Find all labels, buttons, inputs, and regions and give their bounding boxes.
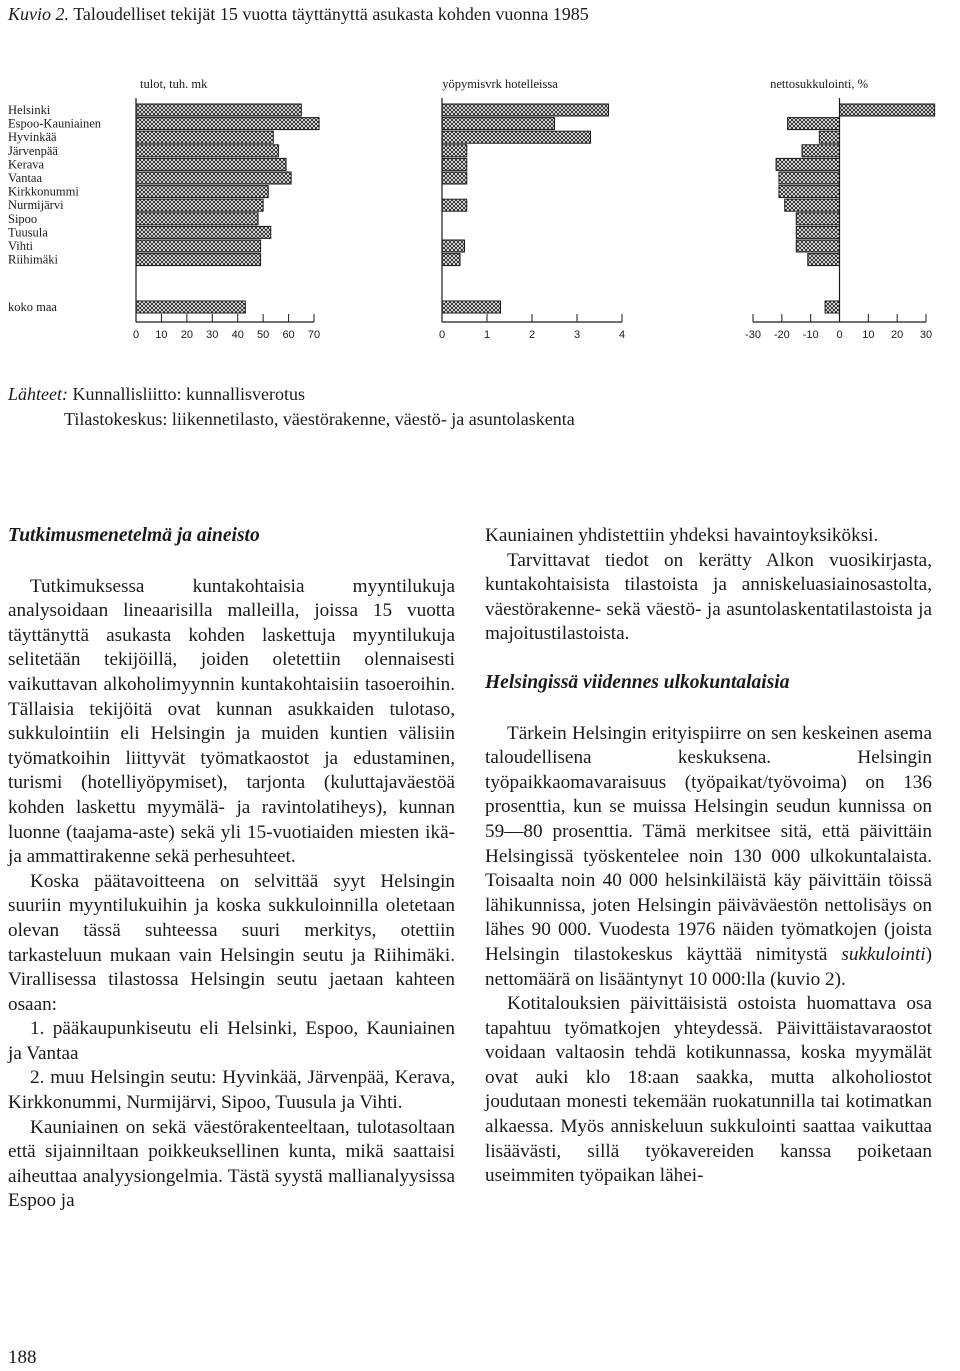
paragraph: Koska päätavoitteena on selvittää syyt Helsingin suuriin myyntilukuihin ja koska sukkuloinnilla oletetaan olevan tässä suhteessa suuri merkitys, otettiin tarkasteluun mukaan vain Helsingin seutu ja Riihimäki. Virallisessa tilastossa Helsingin seutu jaetaan kahteen osaan: [8, 870, 455, 1015]
row-label-total: koko maa [8, 300, 57, 314]
row-label: Vihti [8, 239, 33, 253]
bar [136, 172, 291, 184]
panel-title: yöpymisvrk hotelleissa [442, 77, 558, 91]
bar [779, 172, 840, 184]
bar [136, 104, 301, 116]
caption-text: Taloudelliset tekijät 15 vuotta täyttänyttä asukasta kohden vuonna 1985 [73, 4, 589, 24]
tick-label: -30 [745, 329, 761, 341]
tick-label: 30 [206, 329, 219, 341]
paragraph: Tutkimuksessa kuntakohtaisia myyntilukuja analysoidaan lineaarisilla malleilla, joissa 15 vuotta täyttänyttä asukasta kohden laskettuja myyntilukuja selitetään tekijöillä, joiden oletettiin olennaisesti vaikuttavan alkoholimyynnin kuntakohtaisiin tasoeroihin. Tällaisia tekijöitä ovat kunnan asukkaiden tulotaso, sukkulointiin eli Helsingin ja muiden kuntien välisiin työmatkoihin liittyvät työmatkaostot ja edustaminen, turismi (hotelliyöpymiset), tarjonta (kuluttajaväestöä kohden laskettu myymälä- ja ravintolatiheys), kunnan luonne (taajama-aste) sekä yli 15-vuotiaiden miesten ikä- ja ammattirakenne sekä perhesuhteet. [8, 575, 455, 868]
tick-label: -20 [773, 329, 790, 341]
row-label: Kirkkonummi [8, 184, 79, 199]
row-label: Helsinki [8, 103, 51, 117]
bar [136, 145, 278, 157]
row-label: Vantaa [8, 171, 43, 185]
paragraph: Kauniainen on sekä väestörakenteeltaan, tulotasoltaan että sijainniltaan poikkeuksellinen kunta, mikä saattaisi aiheuttaa analyysiongelmia. Tästä syystä mallianalyysissa Espoo ja [8, 1116, 455, 1212]
tick-label: 50 [257, 329, 270, 341]
bar [136, 118, 319, 130]
tick-label: 40 [231, 329, 244, 341]
bar-total [825, 301, 839, 313]
bar [442, 240, 465, 252]
row-label: Riihimäki [8, 252, 58, 267]
tick-label: 20 [891, 329, 904, 341]
bar [808, 254, 840, 266]
bar [442, 145, 467, 157]
bar [442, 104, 609, 116]
bar [840, 104, 935, 116]
section-heading-method: Tutkimusmenetelmä ja aineisto [8, 525, 260, 546]
panel-title: nettosukkulointi, % [770, 77, 868, 91]
sources-label: Lähteet: [8, 384, 68, 404]
tick-label: 0 [132, 329, 140, 341]
paragraph [485, 722, 932, 993]
paragraph: Kauniainen yhdistettiin yhdeksi havaintoyksiköksi. [485, 525, 879, 546]
sources [8, 382, 575, 432]
bar [136, 213, 258, 225]
row-label: Järvenpää [8, 143, 58, 158]
figure-caption [8, 4, 589, 25]
bar [136, 186, 268, 198]
panel-title: tulot, tuh. mk [140, 77, 208, 91]
bar-total [136, 301, 245, 313]
bar [779, 186, 840, 198]
bar [796, 213, 839, 225]
list-item: 2. muu Helsingin seutu: Hyvinkää, Järvenpää, Kerava, Kirkkonummi, Nurmijärvi, Sipoo, Tuusula ja Vihti. [8, 1067, 455, 1114]
bar [136, 131, 273, 143]
tick-label: 2 [528, 329, 536, 341]
bar [442, 158, 467, 170]
bar [442, 118, 555, 130]
bar [819, 131, 839, 143]
sources-line-2: Tilastokeskus: liikennetilasto, väestörakenne, väestö- ja asuntolaskenta [64, 409, 575, 429]
bar [796, 226, 839, 238]
row-label: Espoo-Kauniainen [8, 116, 102, 131]
bar [442, 131, 591, 143]
left-column [8, 524, 455, 1214]
tick-label: 0 [836, 329, 843, 341]
bar [785, 199, 840, 211]
right-column [485, 524, 932, 1189]
bar-total [442, 301, 501, 313]
tick-label: 0 [438, 329, 446, 341]
bar [442, 254, 460, 266]
tick-label: 10 [862, 329, 875, 341]
row-label: Sipoo [8, 211, 38, 226]
paragraph: Tarvittavat tiedot on kerätty Alkon vuosikirjasta, kuntakohtaisista tilastoista ja anniskeluasiainosastolta, väestörakenne- sekä väestö- ja asuntolaskentatilastoista ja majoitustilastoista. [485, 549, 932, 645]
paragraph-part: ) nettomäärä on lisääntynyt 10 000:lla (kuvio 2). [485, 943, 932, 990]
tick-label: 30 [919, 329, 933, 341]
bar [136, 226, 271, 238]
term-sukkulointi: sukkulointi [841, 943, 926, 965]
bar [136, 240, 261, 252]
list-item: 1. pääkaupunkiseutu eli Helsinki, Espoo, Kauniainen ja Vantaa [8, 1018, 455, 1064]
row-label: Tuusula [8, 225, 48, 240]
paragraph-part: Tärkein Helsingin erityispiirre on sen keskeinen asema taloudellisena keskuksena. Helsingin työpaikkaomavaraisuus (työpaikat/työvoima) on 136 prosenttia, kun se muissa Helsingin seudun kunnissa on 59—80 prosenttia. Tämä merkitsee sitä, että päivittäin Helsingissä työskentelee noin 130 000 ulkokuntalaista. Toisaalta noin 40 000 helsinkiläistä käy päivittäin töissä lähikunnissa, joten Helsingin päiväväestön nettolisäys on lähes 90 000. Vuodesta 1976 näiden työmatkojen (joista Helsingin tilastokeskus käyttää nimitystä [485, 722, 932, 965]
figure-chart [0, 60, 960, 350]
tick-label: 60 [282, 329, 295, 341]
bar [776, 158, 839, 170]
bar [442, 172, 467, 184]
row-label: Nurmijärvi [8, 198, 64, 213]
section-heading-helsinki: Helsingissä viidennes ulkokuntalaisia [485, 671, 790, 693]
row-label: Hyvinkää [8, 130, 57, 145]
tick-label: -10 [802, 329, 819, 341]
paragraph: Kotitalouksien päivittäisistä ostoista huomattava osa tapahtuu työmatkojen yhteydessä. Päivittäistavaraostot voidaan valtaosin tehdä kotikunnassa, koska myymälät ovat auki klo 18:aan saakka, mutta alkoholiostot joudutaan monesti tekemään ruokatunnilla tai kotimatkan alkaessa. Myös anniskeluun sukkulointi saattaa vaikuttaa lisäävästi, sillä työkavereiden kanssa poiketaan useimmiten työpaikan lähei- [485, 993, 932, 1187]
tick-label: 20 [180, 329, 193, 341]
caption-label: Kuvio 2. [8, 4, 69, 24]
bar [136, 158, 286, 170]
sources-line-1: Kunnallisliitto: kunnallisverotus [72, 384, 305, 404]
tick-label: 1 [483, 329, 491, 341]
tick-label: 3 [573, 329, 581, 341]
tick-label: 70 [307, 329, 321, 341]
bar [802, 145, 839, 157]
bar [136, 254, 261, 266]
bar [796, 240, 839, 252]
tick-label: 4 [618, 329, 626, 341]
bar [442, 199, 467, 211]
page-number: 188 [8, 1347, 37, 1368]
bar [788, 118, 840, 130]
row-label: Kerava [8, 157, 45, 172]
bar [136, 199, 263, 211]
tick-label: 10 [155, 329, 168, 341]
